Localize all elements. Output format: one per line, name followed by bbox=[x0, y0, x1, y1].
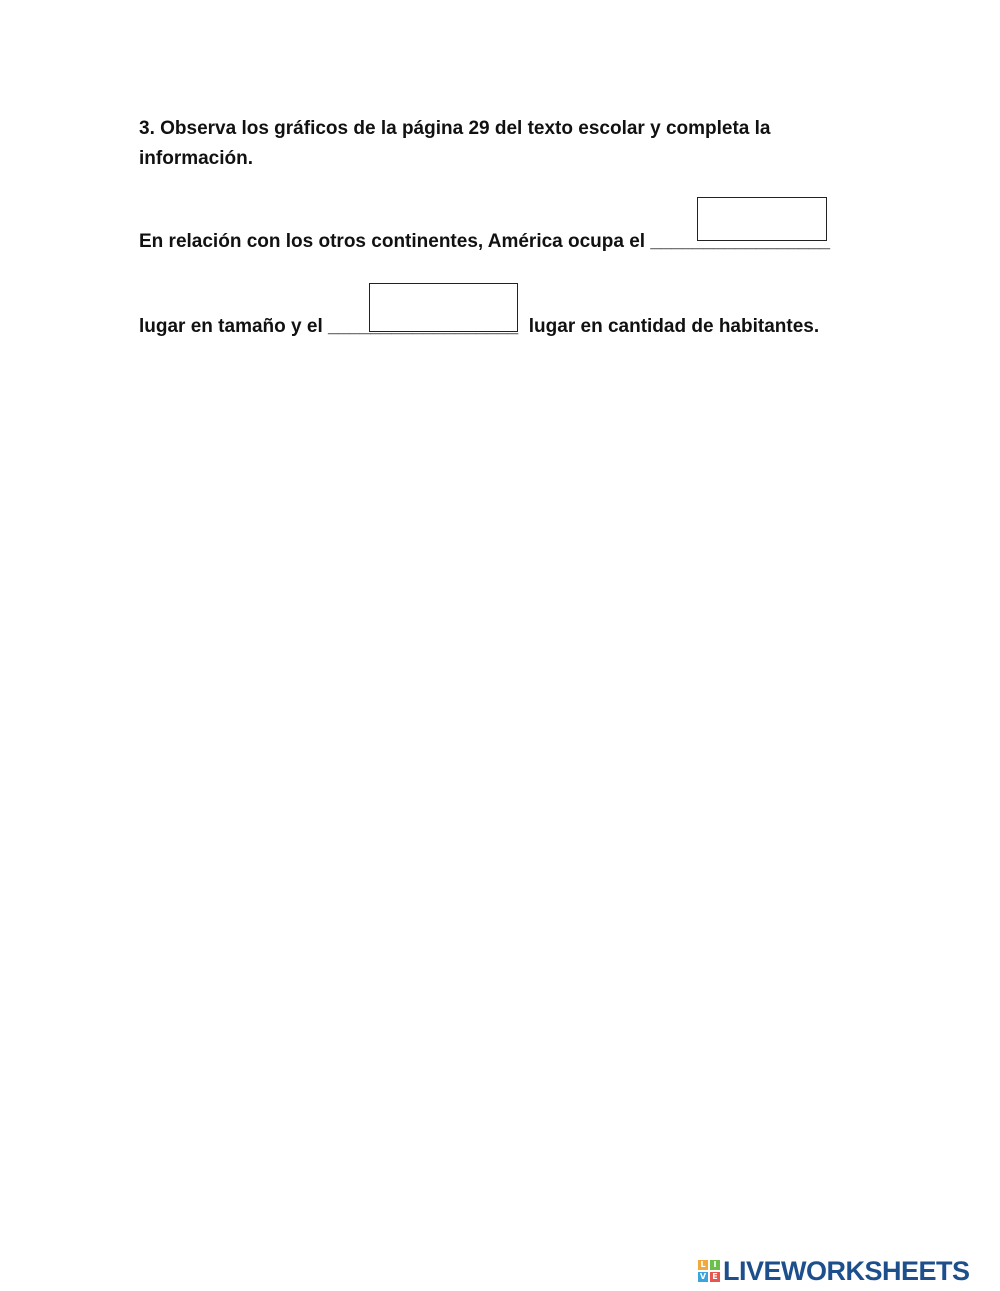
sentence-text-part2: lugar en cantidad de habitantes. bbox=[518, 316, 820, 337]
answer-input-size-rank[interactable] bbox=[697, 197, 827, 241]
logo-mark-icon bbox=[698, 1260, 720, 1282]
liveworksheets-logo bbox=[698, 1255, 970, 1287]
sentence-blank-line: __________________ bbox=[328, 316, 519, 337]
logo-mark-letter: I bbox=[710, 1260, 720, 1270]
logo-text: LIVEWORKSHEETS bbox=[723, 1255, 970, 1286]
sentence-line-1: En relación con los otros continentes, América ocupa el _________________ bbox=[139, 231, 831, 252]
logo-mark-letter: L bbox=[698, 1260, 708, 1270]
answer-input-population-rank[interactable] bbox=[369, 283, 518, 332]
question-title: 3. Observa los gráficos de la página 29 del texto escolar y completa la bbox=[139, 118, 771, 139]
logo-mark-letter: E bbox=[710, 1272, 720, 1282]
logo-mark-letter: V bbox=[699, 1272, 707, 1281]
question-title-continuation: información. bbox=[139, 148, 254, 169]
sentence-text-part1: lugar en tamaño y el bbox=[139, 316, 328, 337]
